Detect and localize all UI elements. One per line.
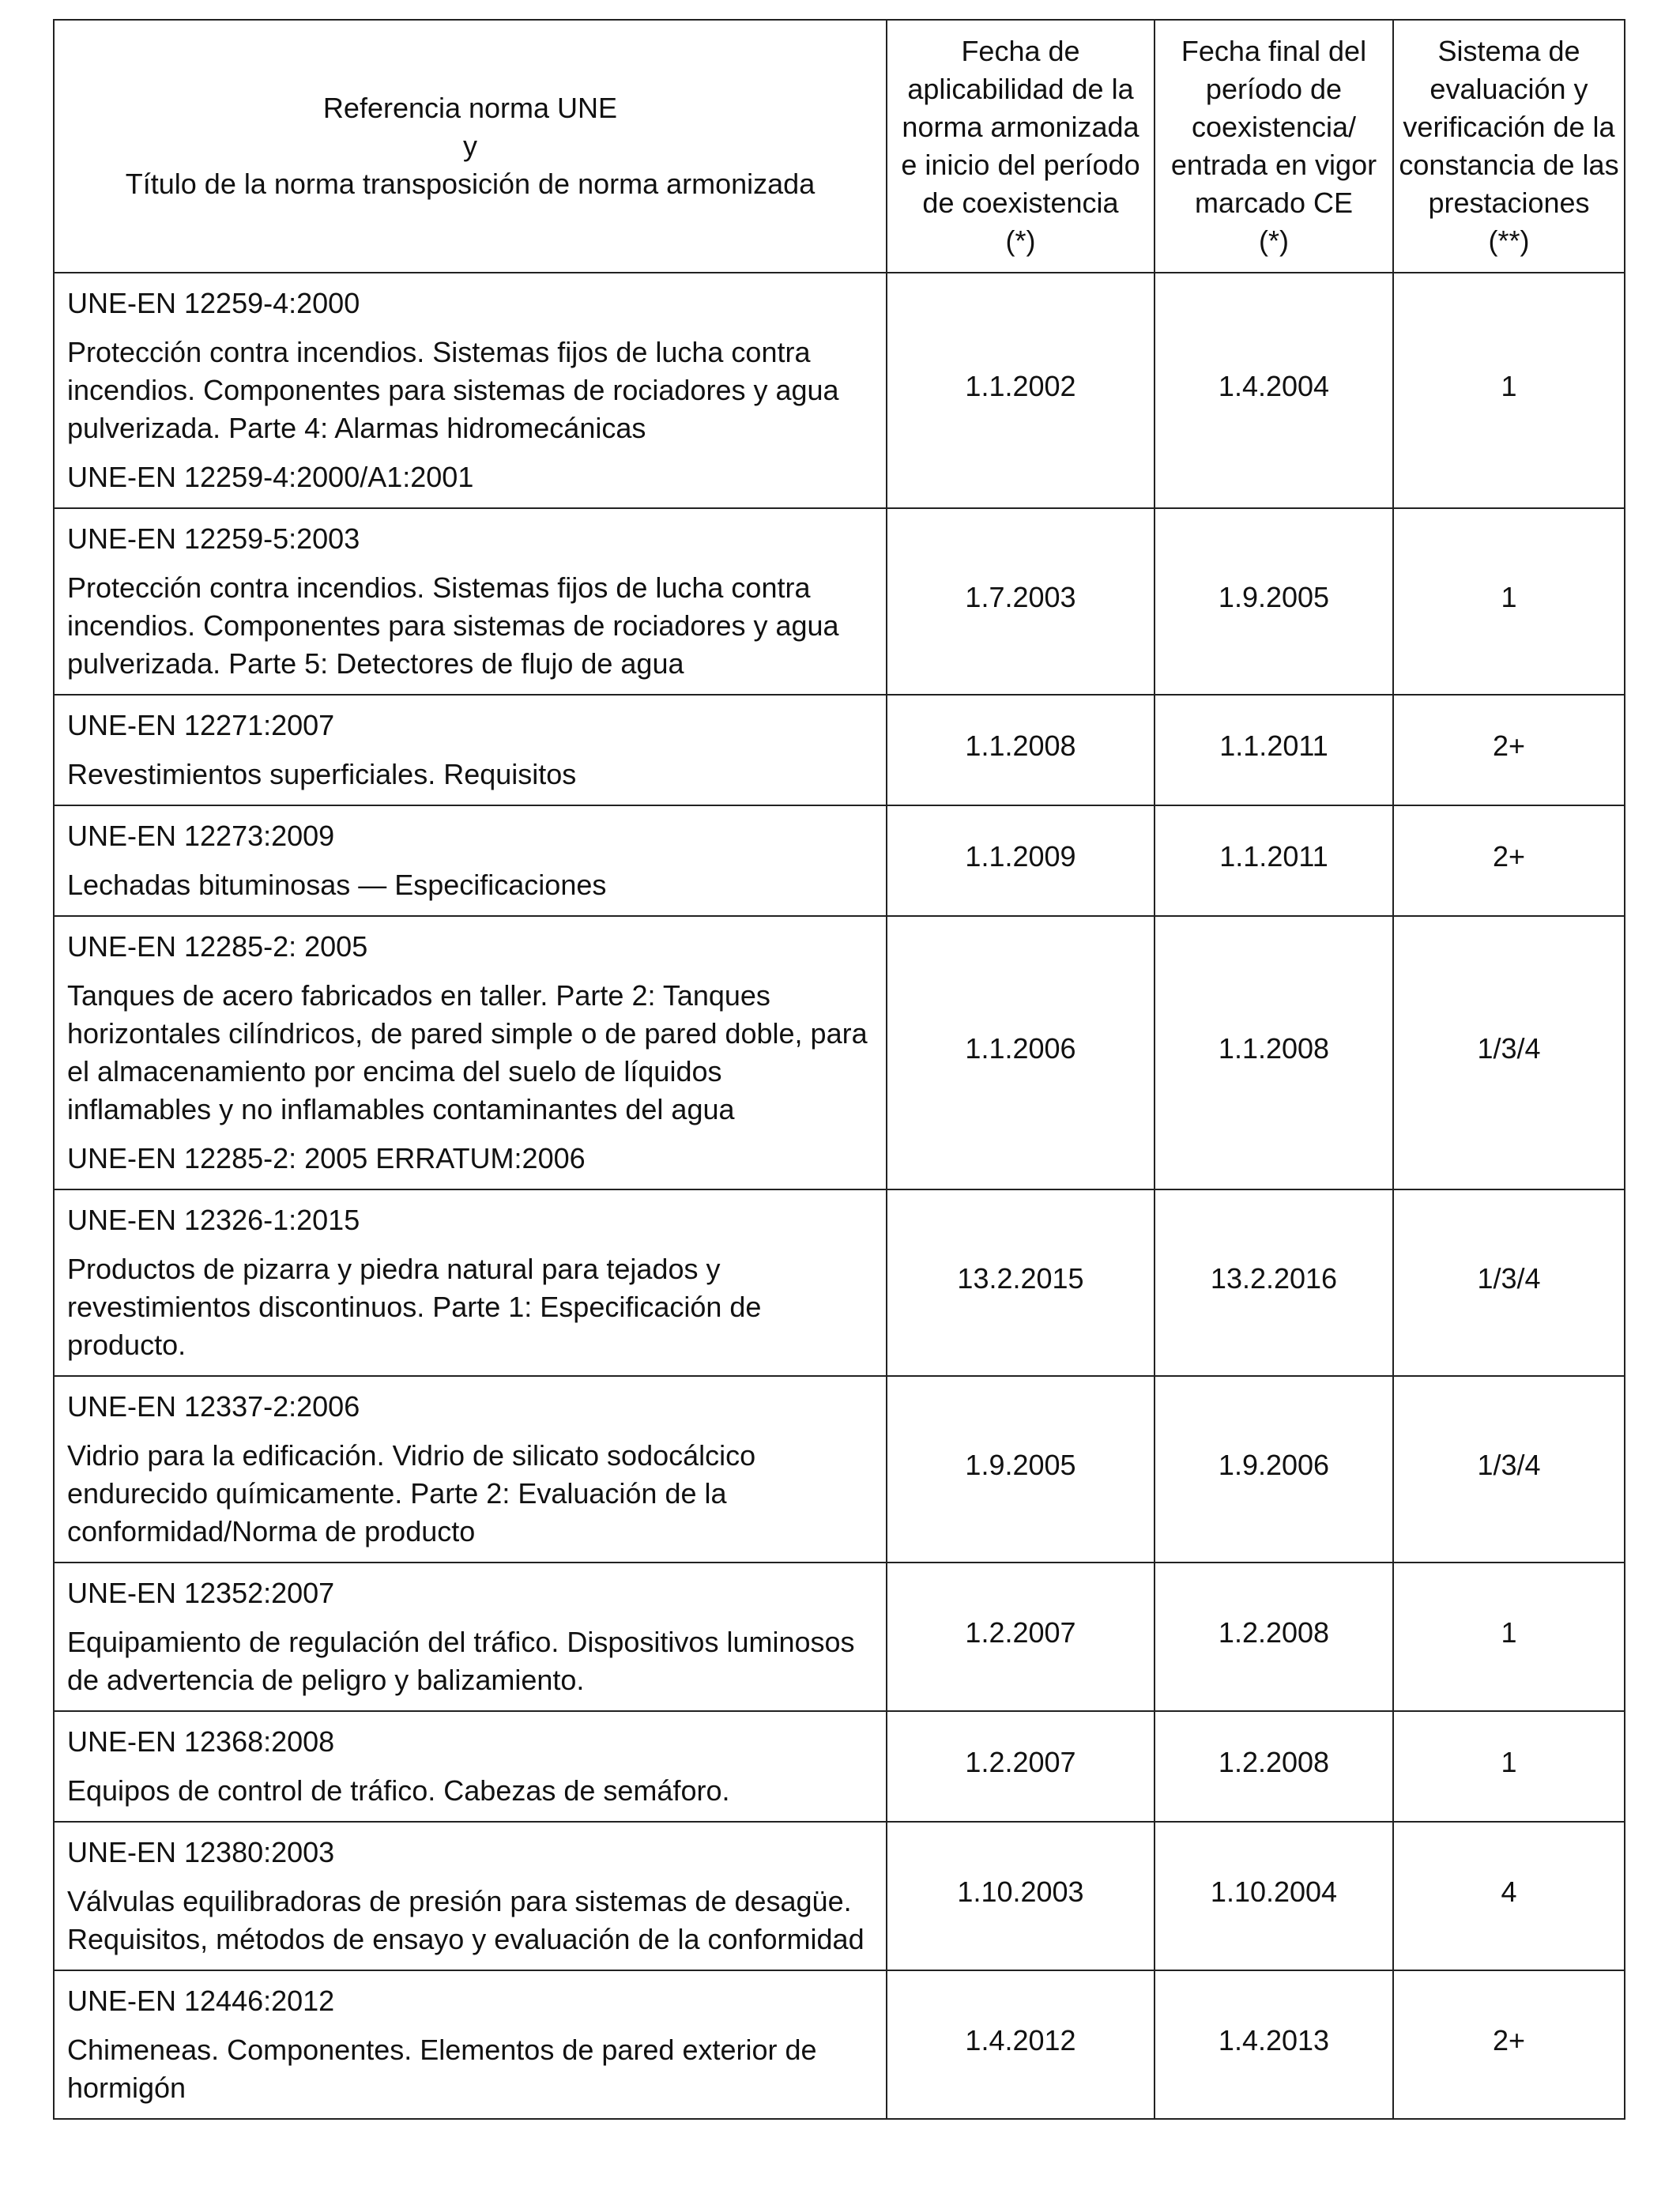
header-line: prestaciones — [1428, 187, 1590, 219]
evaluation-system: 1 — [1393, 273, 1625, 508]
standard-title: Lechadas bituminosas — Especificaciones — [67, 869, 607, 901]
standard-title: Chimeneas. Componentes. Elementos de pared exterior de hormigón — [67, 2034, 817, 2104]
standard-reference-cell — [54, 273, 887, 508]
standard-title: Vidrio para la edificación. Vidrio de silicato sodocálcico endurecido químicamente. Parte 2: Evaluación de la conformidad/Norma de producto — [67, 1439, 756, 1547]
end-date: 1.2.2008 — [1155, 1563, 1393, 1711]
header-line: constancia de las — [1399, 149, 1619, 181]
header-line: aplicabilidad de la — [907, 73, 1134, 105]
standard-reference-cell — [54, 805, 887, 916]
standard-title: Tanques de acero fabricados en taller. Parte 2: Tanques horizontales cilíndricos, de pared simple o de pared doble, para el almacenamiento por encima del suelo de líquidos inflamables y no inflamables contaminantes del agua — [67, 979, 868, 1125]
header-line: de coexistencia — [922, 187, 1119, 219]
table-row — [54, 1189, 1625, 1376]
header-row — [54, 20, 1625, 273]
standard-reference-cell — [54, 1563, 887, 1711]
table-row — [54, 1822, 1625, 1970]
standard-reference-cell — [54, 916, 887, 1189]
end-date: 1.2.2008 — [1155, 1711, 1393, 1822]
standard-title: Equipamiento de regulación del tráfico. Dispositivos luminosos de advertencia de peligro y balizamiento. — [67, 1626, 855, 1696]
evaluation-system: 1 — [1393, 508, 1625, 695]
standard-title: Válvulas equilibradoras de presión para sistemas de desagüe. Requisitos, métodos de ensayo y evaluación de la conformidad — [67, 1885, 864, 1955]
header-line: evaluación y — [1430, 73, 1588, 105]
end-date: 1.4.2004 — [1155, 273, 1393, 508]
table-row — [54, 1376, 1625, 1563]
header-line: Sistema de — [1437, 35, 1580, 67]
header-line: (*) — [1005, 224, 1036, 257]
evaluation-system: 2+ — [1393, 805, 1625, 916]
evaluation-system: 1/3/4 — [1393, 1189, 1625, 1376]
evaluation-system: 4 — [1393, 1822, 1625, 1970]
applicability-date: 13.2.2015 — [887, 1189, 1155, 1376]
standard-reference-cell — [54, 1711, 887, 1822]
standard-amendment: UNE-EN 12259-4:2000/A1:2001 — [67, 461, 474, 493]
header-evaluation-text — [1394, 32, 1624, 260]
standard-reference-cell — [54, 695, 887, 805]
table-row — [54, 1970, 1625, 2119]
end-date: 1.1.2008 — [1155, 916, 1393, 1189]
evaluation-system: 1/3/4 — [1393, 1376, 1625, 1563]
evaluation-system: 1/3/4 — [1393, 916, 1625, 1189]
standard-code: UNE-EN 12326-1:2015 — [67, 1204, 360, 1236]
standard-code: UNE-EN 12273:2009 — [67, 820, 335, 852]
standard-code: UNE-EN 12271:2007 — [67, 709, 335, 741]
header-line: verificación de la — [1403, 111, 1615, 143]
header-reference — [54, 20, 887, 273]
table-header — [54, 20, 1625, 273]
header-line: Referencia norma UNE — [322, 92, 618, 124]
standard-reference-cell — [54, 1189, 887, 1376]
header-applicability-date — [887, 20, 1155, 273]
standard-code: UNE-EN 12259-5:2003 — [67, 522, 360, 555]
applicability-date: 1.4.2012 — [887, 1970, 1155, 2119]
end-date: 1.9.2006 — [1155, 1376, 1393, 1563]
applicability-date: 1.1.2009 — [887, 805, 1155, 916]
header-line: (**) — [1488, 224, 1530, 257]
header-end-date-text — [1155, 32, 1392, 260]
table-row — [54, 273, 1625, 508]
standard-code: UNE-EN 12352:2007 — [67, 1577, 335, 1609]
end-date: 1.4.2013 — [1155, 1970, 1393, 2119]
standard-title: Protección contra incendios. Sistemas fijos de lucha contra incendios. Componentes para sistemas de rociadores y agua pulverizada. Parte 5: Detectores de flujo de agua — [67, 571, 839, 680]
standard-code: UNE-EN 12446:2012 — [67, 1985, 335, 2017]
applicability-date: 1.7.2003 — [887, 508, 1155, 695]
evaluation-system: 1 — [1393, 1563, 1625, 1711]
standard-code: UNE-EN 12380:2003 — [67, 1836, 335, 1868]
end-date: 1.9.2005 — [1155, 508, 1393, 695]
standard-code: UNE-EN 12259-4:2000 — [67, 287, 360, 319]
harmonized-standards-table — [53, 19, 1625, 2120]
applicability-date: 1.9.2005 — [887, 1376, 1155, 1563]
header-line: Título de la norma transposición de norma armonizada — [125, 168, 816, 200]
standard-code: UNE-EN 12285-2: 2005 — [67, 930, 368, 963]
table-body — [54, 273, 1625, 2119]
applicability-date: 1.1.2008 — [887, 695, 1155, 805]
header-reference-text — [55, 89, 886, 203]
standard-title: Productos de pizarra y piedra natural para tejados y revestimientos discontinuos. Parte 1: Especificación de producto. — [67, 1253, 762, 1361]
standard-reference-cell — [54, 1822, 887, 1970]
standard-title: Protección contra incendios. Sistemas fijos de lucha contra incendios. Componentes para sistemas de rociadores y agua pulverizada. Parte 4: Alarmas hidromecánicas — [67, 336, 839, 444]
header-evaluation-system — [1393, 20, 1625, 273]
table-row — [54, 1563, 1625, 1711]
header-line: (*) — [1259, 224, 1289, 257]
standard-title: Revestimientos superficiales. Requisitos — [67, 758, 577, 790]
header-line: coexistencia/ — [1191, 111, 1357, 143]
table-row — [54, 805, 1625, 916]
header-line: norma armonizada — [902, 111, 1139, 143]
table-row — [54, 695, 1625, 805]
applicability-date: 1.2.2007 — [887, 1563, 1155, 1711]
header-end-date — [1155, 20, 1393, 273]
header-line: y — [463, 130, 477, 162]
end-date: 13.2.2016 — [1155, 1189, 1393, 1376]
standard-title: Equipos de control de tráfico. Cabezas de semáforo. — [67, 1774, 730, 1807]
standard-code: UNE-EN 12368:2008 — [67, 1725, 335, 1758]
applicability-date: 1.1.2002 — [887, 273, 1155, 508]
header-line: Fecha de — [961, 35, 1080, 67]
standard-erratum: UNE-EN 12285-2: 2005 ERRATUM:2006 — [67, 1142, 586, 1174]
end-date: 1.1.2011 — [1155, 805, 1393, 916]
applicability-date: 1.10.2003 — [887, 1822, 1155, 1970]
header-line: Fecha final del — [1181, 35, 1367, 67]
header-applicability-text — [887, 32, 1154, 260]
applicability-date: 1.2.2007 — [887, 1711, 1155, 1822]
evaluation-system: 2+ — [1393, 695, 1625, 805]
header-line: marcado CE — [1194, 187, 1354, 219]
table-row — [54, 916, 1625, 1189]
standard-reference-cell — [54, 508, 887, 695]
standard-code: UNE-EN 12337-2:2006 — [67, 1390, 360, 1423]
header-line: período de — [1205, 73, 1343, 105]
table-row — [54, 508, 1625, 695]
standard-reference-cell — [54, 1970, 887, 2119]
end-date: 1.10.2004 — [1155, 1822, 1393, 1970]
end-date: 1.1.2011 — [1155, 695, 1393, 805]
applicability-date: 1.1.2006 — [887, 916, 1155, 1189]
standard-reference-cell — [54, 1376, 887, 1563]
header-line: entrada en vigor — [1170, 149, 1377, 181]
header-line: e inicio del período — [901, 149, 1140, 181]
evaluation-system: 1 — [1393, 1711, 1625, 1822]
table-row — [54, 1711, 1625, 1822]
evaluation-system: 2+ — [1393, 1970, 1625, 2119]
